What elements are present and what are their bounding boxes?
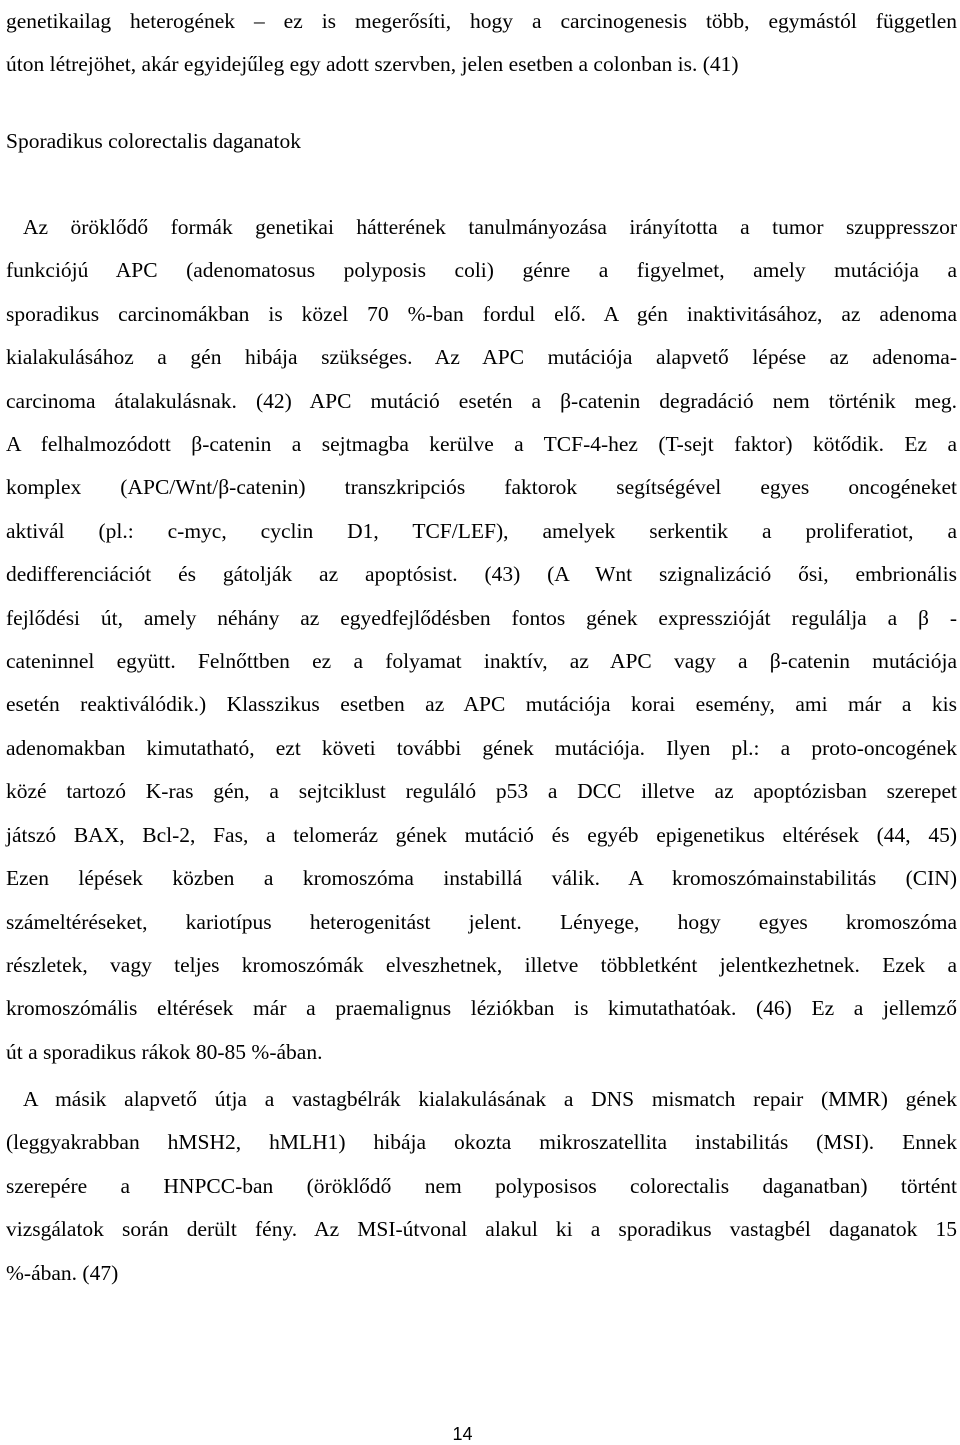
text-line: szerepére a HNPCC-ban (öröklődő nem polyposisos colorectalis daganatban) történt: [6, 1173, 957, 1198]
text-line: esetén reaktiválódik.) Klasszikus esetben az APC mutációja korai esemény, ami már a kis: [6, 692, 957, 717]
text-line: játszó BAX, Bcl-2, Fas, a telomeráz gének mutáció és egyéb epigenetikus eltérések (44, 45): [6, 822, 957, 847]
text-line: cateninnel együtt. Felnőttben ez a folyamat inaktív, az APC vagy a β-catenin mutációja: [6, 649, 957, 674]
msi-paragraph: [6, 1078, 957, 1295]
text-line: genetikailag heterogének – ez is megerősíti, hogy a carcinogenesis több, egymástól független: [6, 9, 957, 33]
text-line: út a sporadikus rákok 80-85 %-ában.: [6, 1039, 323, 1064]
text-line: részletek, vagy teljes kromoszómák elveszhetnek, illetve többletként jelentkezhetnek. Ezek a: [6, 952, 957, 977]
text-line: sporadikus carcinomákban is közel 70 %-ban fordul elő. A gén inaktivitásához, az adenoma: [6, 301, 957, 326]
text-line: közé tartozó K-ras gén, a sejtciklust reguláló p53 a DCC illetve az apoptózisban szerepet: [6, 779, 957, 804]
text-line: kialakulásához a gén hibája szükséges. Az APC mutációja alapvető lépése az adenoma-: [6, 345, 957, 370]
text-line: vizsgálatok során derült fény. Az MSI-útvonal alakul ki a sporadikus vastagbél daganatok 15: [6, 1217, 957, 1242]
text-line: A másik alapvető útja a vastagbélrák kialakulásának a DNS mismatch repair (MMR) gének: [23, 1087, 957, 1111]
text-line: komplex (APC/Wnt/β-catenin) transzkripciós faktorok segítségével egyes oncogéneket: [6, 475, 957, 500]
text-line: Az öröklődő formák genetikai hátterének tanulmányozása irányította a tumor szuppresszor: [23, 215, 957, 239]
text-line: úton létrejöhet, akár egyidejűleg egy adott szervben, jelen esetben a colonban is. (41): [6, 52, 739, 77]
section-heading: Sporadikus colorectalis daganatok: [6, 129, 301, 153]
intro-paragraph: [6, 0, 957, 87]
text-line: kromoszómális eltérések már a praemalignus léziókban is kimutathatóak. (46) Ez a jellemző: [6, 996, 957, 1021]
text-line: Ezen lépések közben a kromoszóma instabillá válik. A kromoszómainstabilitás (CIN): [6, 866, 957, 891]
text-line: fejlődési út, amely néhány az egyedfejlődésben fontos gének expresszióját regulálja a β -: [6, 605, 957, 630]
text-line: %-ában. (47): [6, 1260, 119, 1285]
page-number: 14: [452, 1424, 473, 1444]
text-line: dedifferenciációt és gátolják az apoptósist. (43) (A Wnt szignalizáció ősi, embrionális: [6, 562, 957, 587]
main-paragraph: [6, 206, 957, 1074]
text-line: carcinoma átalakulásnak. (42) APC mutáció esetén a β-catenin degradáció nem történik meg.: [6, 388, 957, 413]
text-line: számeltéréseket, kariotípus heterogenitást jelent. Lényege, hogy egyes kromoszóma: [6, 909, 957, 934]
text-line: funkciójú APC (adenomatosus polyposis coli) génre a figyelmet, amely mutációja a: [6, 258, 957, 283]
text-line: aktivál (pl.: c-myc, cyclin D1, TCF/LEF), amelyek serkentik a proliferatiot, a: [6, 518, 957, 543]
text-line: A felhalmozódott β-catenin a sejtmagba kerülve a TCF-4-hez (T-sejt faktor) kötődik. Ez a: [6, 432, 957, 457]
text-line: adenomakban kimutatható, ezt követi további gének mutációja. Ilyen pl.: a proto-oncogének: [6, 735, 957, 760]
text-line: (leggyakrabban hMSH2, hMLH1) hibája okozta mikroszatellita instabilitás (MSI). Ennek: [6, 1130, 957, 1155]
